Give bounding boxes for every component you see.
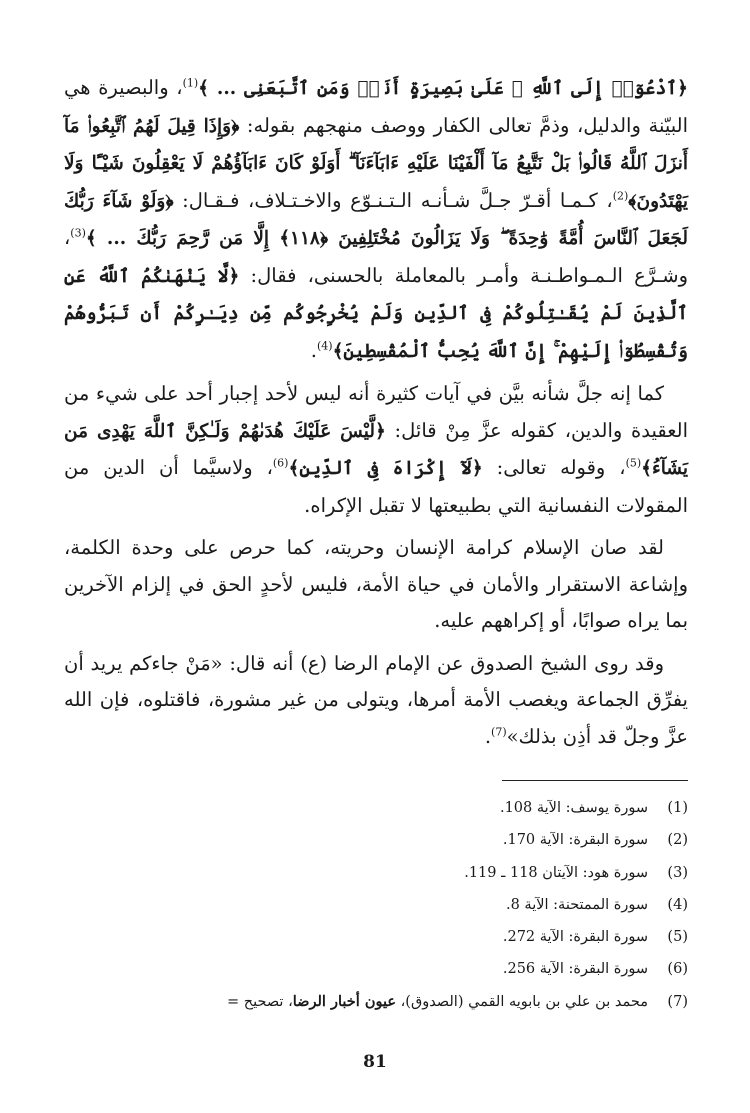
footnote-number: (5) (667, 929, 688, 946)
paragraph-text: كما إنه جلَّ شأنه بيَّن في آيات كثيرة أنه ليس لأحد إجبار أحد على شيء من العقيدة والدين، كقوله عزَّ مِنْ قائل: (64, 382, 688, 442)
paragraph (64, 646, 688, 756)
footnote-text (64, 889, 648, 921)
footnotes-list (64, 792, 688, 1018)
quran-verse: ﴾ (641, 458, 653, 479)
quran-verse: ﴿ (165, 190, 174, 212)
footnote-item (64, 857, 688, 889)
footnote-body: سورة البقرة: الآية 272. (502, 929, 648, 946)
paragraph (64, 376, 688, 524)
paragraph (64, 530, 688, 640)
footnote-text (64, 824, 648, 856)
quran-verse: ﴾ (628, 190, 637, 212)
paragraph-text: ، وشـرَّع الـمـواطـنـة وأمـر بالمعاملة بالحسنى، فقال: (64, 226, 688, 287)
quran-verse: ﴿ (228, 265, 240, 287)
main-text (64, 70, 688, 755)
footnote-text (64, 792, 648, 824)
footnote-text (64, 986, 648, 1018)
paragraph-text: . (484, 724, 492, 748)
footnote-number: (2) (667, 832, 688, 849)
paragraph-text: ، كـمـا أقـرّ جـلَّ شـأنـه الـتـنـوّع والاخـتـلاف، فـقـال: (173, 188, 613, 212)
footnote-text (64, 953, 648, 985)
quran-verse: لَّا يَنْهَىٰكُمُ ٱللَّهُ عَنِ ٱلَّذِينَ لَمْ يُقَـٰتِلُوكُمْ فِى ٱلدِّينِ وَلَمْ يُخْرِجُوكُم مِّن دِيَـٰرِكُمْ أَن تَبَرُّوهُمْ وَتُقْسِطُوٓا۟ إِلَيْهِمْ ۚ إِنَّ ٱللَّهَ يُحِبُّ ٱلْمُقْسِطِينَ (64, 265, 688, 362)
footnote-reference: (4) (316, 339, 333, 352)
quran-verse: ﴿ (375, 420, 386, 442)
footnote-separator (502, 780, 688, 781)
footnote-body: سورة البقرة: الآية 170. (502, 832, 648, 849)
quran-verse: لَّيْسَ عَلَيْكَ هُدَىٰهُمْ وَلَـٰكِنَّ ٱللَّهَ يَهْدِى مَن يَشَآءُ (64, 420, 689, 479)
paragraph-text: ، وقوله تعالى: (482, 456, 626, 479)
quran-verse: ﴾ (332, 340, 344, 362)
paragraph-text: لقد صان الإسلام كرامة الإنسان وحريته، كما حرص على وحدة الكلمة، وإشاعة الاستقرار والأمان في حياة الأمة، فليس لأحدٍ الحق في إلزام الآخرين بما يراه صوابًا، أو إكراههم عليه. (64, 536, 688, 632)
footnote-text (64, 857, 648, 889)
paragraph-text: ، والبصيرة هي البيّنة والدليل، وذمَّ تعالى الكفار ووصف منهجهم بقوله: (64, 76, 688, 137)
footnote-reference: (5) (625, 456, 642, 470)
footnote-reference: (6) (272, 456, 289, 470)
footnote-body: سورة يوسف: الآية 108. (499, 800, 648, 816)
quran-verse: ﴾ (85, 228, 97, 249)
footnote-tail: ، تصحيح = (227, 993, 293, 1010)
footnote-number: (6) (667, 961, 688, 978)
footnote-body: محمد بن علي بن بابويه القمي (الصدوق)، (396, 993, 648, 1010)
footnote-item (64, 889, 688, 921)
quran-verse: ﴾ (288, 458, 300, 479)
footnote-number: (4) (667, 896, 688, 913)
quran-verse: ٱدْعُوٓا۟ إِلَى ٱللَّهِ ۚ عَلَىٰ بَصِيرَةٍ أَنَا۠ وَمَنِ ٱتَّبَعَنِى ... (209, 78, 678, 99)
footnote-item (64, 953, 688, 985)
footnote-item (64, 824, 688, 856)
footnote-item (64, 792, 688, 824)
footnote-body: سورة البقرة: الآية 256. (502, 961, 648, 978)
paragraph (64, 70, 688, 370)
footnote-number: (1) (667, 800, 688, 816)
footnote-item (64, 986, 688, 1018)
paragraph-text: وقد روى الشيخ الصدوق عن الإمام الرضا (ع) أنه قال: «مَنْ جاءكم يريد أن يفرِّق الجماعة ويغصب الأمة أمرها، ويتولى من غير مشورة، فاقتلوه، فإن الله عزَّ وجلّ قد أذِن بذلك» (64, 651, 688, 748)
quran-verse: ﴿ (231, 115, 240, 137)
footnote-body: سورة هود: الآيتان 118 ـ 119. (464, 864, 648, 881)
footnote-reference: (3) (70, 226, 86, 240)
quran-verse: ﴿ (471, 458, 483, 479)
quran-verse: وَإِذَا قِيلَ لَهُمُ ٱتَّبِعُوا۟ مَآ أَنزَلَ ٱللَّهُ قَالُوا۟ بَلْ نَتَّبِعُ مَآ أَلْفَيْنَا عَلَيْهِ ءَابَآءَنَآ ۗ أَوَلَوْ كَانَ ءَابَآؤُهُمْ لَا يَعْقِلُونَ شَيْـًٔا وَلَا يَهْتَدُونَ (64, 115, 688, 212)
footnote-book-title: عيون أخبار الرضا (292, 992, 396, 1010)
footnote-reference: (1) (182, 76, 199, 90)
footnote-number: (3) (667, 864, 688, 881)
footnote-reference: (2) (612, 189, 629, 202)
footnote-text (64, 921, 648, 953)
footnote-item (64, 921, 688, 953)
page-number: 81 (363, 1052, 387, 1072)
paragraph-text: . (310, 338, 317, 362)
paragraph-text: ، ولاسيَّما أن الدين من المقولات النفسانية التي بطبيعتها لا تقبل الإكراه. (64, 456, 688, 517)
footnote-body: سورة الممتحنة: الآية 8. (505, 896, 648, 913)
quran-verse: لَآ إِكْرَاهَ فِى ٱلدِّينِ (299, 458, 472, 479)
quran-verse: وَلَوْ شَآءَ رَبُّكَ لَجَعَلَ ٱلنَّاسَ أُمَّةً وَٰحِدَةً ۖ وَلَا يَزَالُونَ مُخْتَلِفِينَ ﴿١١٨﴾ إِلَّا مَن رَّحِمَ رَبُّكَ ... (64, 190, 688, 249)
quran-verse: ﴿ (677, 78, 688, 99)
footnote-reference: (7) (491, 725, 507, 738)
footnote-number: (7) (667, 993, 688, 1010)
quran-verse: ﴾ (198, 78, 210, 99)
